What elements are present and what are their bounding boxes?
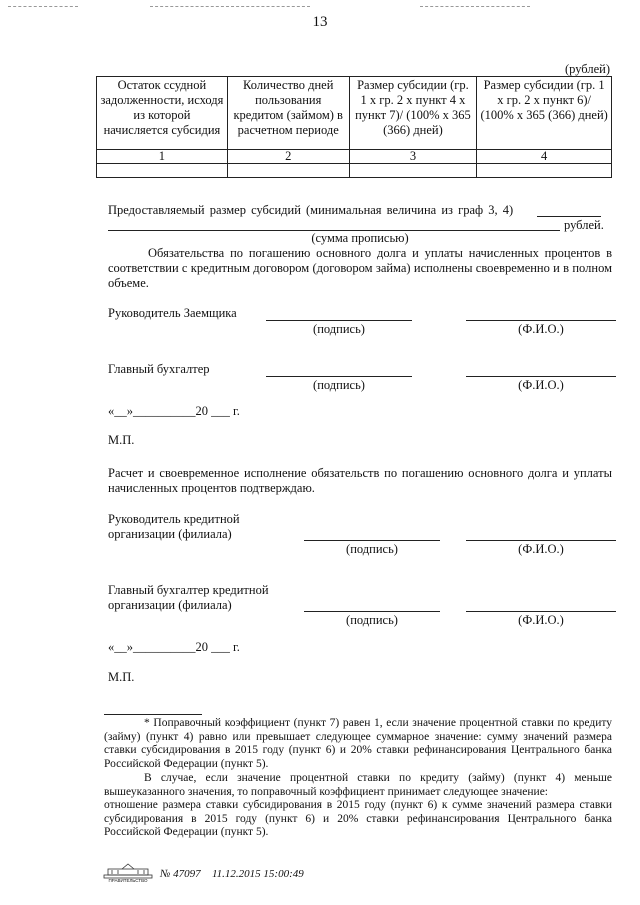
signature-caption: (подпись) bbox=[346, 613, 398, 627]
table-cell bbox=[97, 164, 228, 178]
bank-accountant-label-org: организации (филиала) bbox=[108, 598, 232, 612]
amount-blank bbox=[537, 216, 601, 217]
table-cell bbox=[349, 164, 477, 178]
table-cell bbox=[477, 164, 612, 178]
borrower-head-label: Руководитель Заемщика bbox=[108, 306, 237, 320]
date-line: «__»__________20 ___ г. bbox=[108, 404, 240, 418]
table-cell bbox=[227, 164, 349, 178]
footnote-ratio: отношение размера ставки субсидирования в 2015 году (пункт 6) к сумме значений размера ставки субсидирования в 2015 году (пункт 6) и 20% ставки рефинансирования Центрального банка Российской Федерации (пункт 5). bbox=[104, 799, 612, 838]
bank-accountant-label: Главный бухгалтер кредитной bbox=[108, 583, 269, 597]
signature-line bbox=[266, 376, 412, 377]
table-cell: 1 bbox=[97, 150, 228, 164]
table-cell: 2 bbox=[227, 150, 349, 164]
table-cell: 4 bbox=[477, 150, 612, 164]
bank-head-label: Руководитель кредитной bbox=[108, 512, 240, 526]
scan-artifact bbox=[420, 6, 530, 7]
signature-line bbox=[304, 540, 440, 541]
stamp-number: № 47097 bbox=[160, 868, 201, 880]
signature-line bbox=[266, 320, 412, 321]
signature-caption: (подпись) bbox=[346, 542, 398, 556]
obligations-paragraph: Обязательства по погашению основного долга и уплаты начисленных процентов в соответствии с кредитным договором (договором займа) исполнены своевременно и в полном объеме. bbox=[108, 246, 612, 290]
table-header-row bbox=[97, 77, 612, 150]
logo-caption: ПРАВИТЕЛЬСТВО bbox=[108, 878, 148, 883]
name-line bbox=[466, 540, 616, 541]
table-row bbox=[97, 150, 612, 164]
signature-line bbox=[304, 611, 440, 612]
table-header-cell: Количество дней пользования кредитом (займом) в расчетном периоде bbox=[227, 77, 349, 150]
name-caption: (Ф.И.О.) bbox=[518, 613, 564, 627]
table-header-cell: Остаток ссудной задолженности, исходя из которой начисляется субсидия bbox=[97, 77, 228, 150]
subsidy-table bbox=[96, 76, 612, 178]
government-logo bbox=[102, 862, 154, 884]
name-caption: (Ф.И.О.) bbox=[518, 322, 564, 336]
rubles-label: рублей. bbox=[564, 218, 604, 232]
stamp-datetime: 11.12.2015 15:00:49 bbox=[212, 868, 304, 880]
page-number: 13 bbox=[312, 14, 328, 30]
table-cell: 3 bbox=[349, 150, 477, 164]
signature-caption: (подпись) bbox=[313, 378, 365, 392]
confirmation-paragraph: Расчет и своевременное исполнение обязательств по погашению основного долга и уплаты начисленных процентов подтверждаю. bbox=[108, 466, 612, 495]
bank-head-label-org: организации (филиала) bbox=[108, 527, 232, 541]
table-header-cell: Размер субсидии (гр. 1 х гр. 2 х пункт 6)/ (100% х 365 (366) дней) bbox=[477, 77, 612, 150]
table-header-cell: Размер субсидии (гр. 1 х гр. 2 х пункт 4 х пункт 7)/ (100% х 365 (366) дней) bbox=[349, 77, 477, 150]
name-caption: (Ф.И.О.) bbox=[518, 378, 564, 392]
seal-place-label: М.П. bbox=[108, 433, 135, 447]
seal-place-label: М.П. bbox=[108, 670, 135, 684]
scan-artifact bbox=[8, 6, 78, 7]
footnote-coefficient: * Поправочный коэффициент (пункт 7) равен 1, если значение процентной ставки по кредиту (займу) (пункт 4) равно или превышает следующее суммарное значение: сумму значений размера ставки субсидирования в 2015 году (пункт 6) и 20% ставки рефинансирования Центрального банка Российской Федерации (пункт 5). bbox=[104, 717, 612, 770]
subsidy-amount-label: Предоставляемый размер субсидий (минимальная величина из граф 3, 4) bbox=[108, 203, 514, 217]
unit-label: (рублей) bbox=[564, 62, 610, 76]
name-line bbox=[466, 376, 616, 377]
sum-words-caption: (сумма прописью) bbox=[311, 231, 409, 245]
footnote-divider bbox=[104, 714, 202, 715]
date-line: «__»__________20 ___ г. bbox=[108, 640, 240, 654]
table-row bbox=[97, 164, 612, 178]
footnote-case: В случае, если значение процентной ставки по кредиту (займу) (пункт 4) меньше вышеуказанного значения, то поправочный коэффициент принимает следующее значение: bbox=[104, 772, 612, 798]
signature-caption: (подпись) bbox=[313, 322, 365, 336]
name-line bbox=[466, 611, 616, 612]
name-caption: (Ф.И.О.) bbox=[518, 542, 564, 556]
scan-artifact bbox=[150, 6, 310, 7]
borrower-accountant-label: Главный бухгалтер bbox=[108, 362, 210, 376]
name-line bbox=[466, 320, 616, 321]
